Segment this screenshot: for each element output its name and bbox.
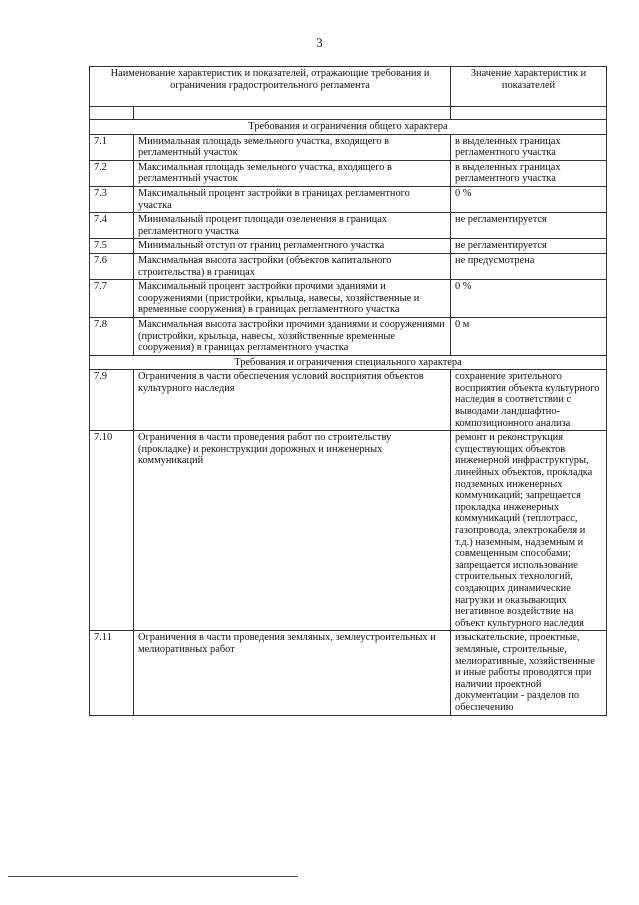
page-number: 3 bbox=[316, 35, 323, 50]
row-name: Ограничения в части проведения земляных, землеустроительных и мелиоративных работ bbox=[134, 631, 451, 715]
row-name: Максимальная площадь земельного участка, входящего в регламентный участок bbox=[134, 160, 451, 186]
row-value: ремонт и реконструкция существующих объектов инженерной инфраструктуры, линейных объектов, прокладка подземных инженерных коммуникаций; запрещается прокладка инженерных коммуникаций (теплотрасс, газопровода, электрокабеля и т.д.) наземным, надземным и совмещенным способами; запрещается использование строительных технологий, создающих динамические нагрузки и оказывающих негативное воздействие на объект культурного наследия bbox=[451, 431, 607, 631]
row-value: в выделенных границах регламентного участка bbox=[451, 160, 607, 186]
row-value: 0 % bbox=[451, 280, 607, 318]
section-title-row bbox=[90, 355, 607, 370]
table-row bbox=[90, 317, 607, 355]
header-spacer-row bbox=[90, 107, 607, 120]
row-number: 7.6 bbox=[90, 253, 134, 279]
row-value: 0 м bbox=[451, 317, 607, 355]
row-number: 7.2 bbox=[90, 160, 134, 186]
table-row bbox=[90, 213, 607, 239]
row-name: Минимальный отступ от границ регламентного участка bbox=[134, 239, 451, 254]
row-value: не предусмотрена bbox=[451, 253, 607, 279]
table-row bbox=[90, 631, 607, 715]
header-value-column: Значение характеристик и показателей bbox=[451, 67, 607, 107]
table-header-row bbox=[90, 67, 607, 107]
table-row bbox=[90, 134, 607, 160]
table-row bbox=[90, 186, 607, 212]
row-value: 0 % bbox=[451, 186, 607, 212]
row-name: Минимальная площадь земельного участка, входящего в регламентный участок bbox=[134, 134, 451, 160]
row-number: 7.4 bbox=[90, 213, 134, 239]
table-row bbox=[90, 160, 607, 186]
section-title: Требования и ограничения специального характера bbox=[90, 355, 607, 370]
row-number: 7.8 bbox=[90, 317, 134, 355]
regulation-table bbox=[89, 66, 607, 716]
table-row bbox=[90, 280, 607, 318]
row-name: Максимальная высота застройки прочими зданиями и сооружениями (пристройки, крыльца, навесы, хозяйственные временные сооружения) в границах регламентного участка bbox=[134, 317, 451, 355]
row-number: 7.3 bbox=[90, 186, 134, 212]
row-name: Минимальный процент площади озеленения в границах регламентного участка bbox=[134, 213, 451, 239]
row-number: 7.1 bbox=[90, 134, 134, 160]
row-value: сохранение зрительного восприятия объекта культурного наследия в соответствии с выводами ландшафтно-композиционного анализа bbox=[451, 370, 607, 431]
section-title: Требования и ограничения общего характера bbox=[90, 120, 607, 135]
row-value: не регламентируется bbox=[451, 213, 607, 239]
table-row bbox=[90, 239, 607, 254]
row-value: в выделенных границах регламентного участка bbox=[451, 134, 607, 160]
table-row bbox=[90, 253, 607, 279]
row-number: 7.7 bbox=[90, 280, 134, 318]
table-row bbox=[90, 431, 607, 631]
row-name: Ограничения в части проведения работ по строительству (прокладке) и реконструкции дорожных и инженерных коммуникаций bbox=[134, 431, 451, 631]
section-title-row bbox=[90, 120, 607, 135]
header-name-column: Наименование характеристик и показателей, отражающие требования и ограничения градостроительного регламента bbox=[90, 67, 451, 107]
row-name: Максимальный процент застройки в границах регламентного участка bbox=[134, 186, 451, 212]
footnote-separator bbox=[8, 876, 298, 877]
row-name: Максимальная высота застройки (объектов капитального строительства) в границах bbox=[134, 253, 451, 279]
row-number: 7.10 bbox=[90, 431, 134, 631]
row-number: 7.9 bbox=[90, 370, 134, 431]
row-number: 7.11 bbox=[90, 631, 134, 715]
regulation-table-body bbox=[90, 67, 607, 716]
row-value: изыскательские, проектные, земляные, строительные, мелиоративные, хозяйственные и иные работы проводятся при наличии проектной документации - разделов по обеспечению bbox=[451, 631, 607, 715]
table-row bbox=[90, 370, 607, 431]
row-name: Ограничения в части обеспечения условий восприятия объектов культурного наследия bbox=[134, 370, 451, 431]
row-value: не регламентируется bbox=[451, 239, 607, 254]
row-name: Максимальный процент застройки прочими зданиями и сооружениями (пристройки, крыльца, навесы, хозяйственные и временные сооружения) в границах регламентного участка bbox=[134, 280, 451, 318]
row-number: 7.5 bbox=[90, 239, 134, 254]
